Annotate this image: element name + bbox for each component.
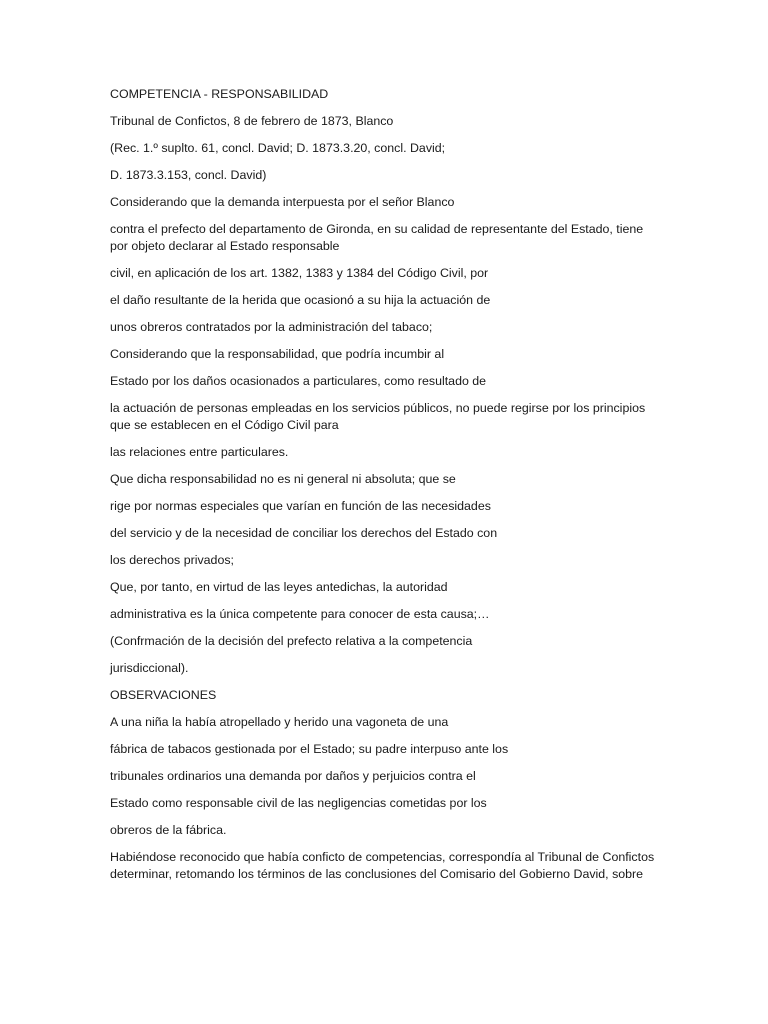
paragraph: (Confrmación de la decisión del prefecto relativa a la competencia <box>110 634 473 648</box>
paragraph: unos obreros contratados por la administración del tabaco; <box>110 320 433 334</box>
paragraph: obreros de la fábrica. <box>110 823 227 837</box>
reference-line: D. 1873.3.153, concl. David) <box>110 168 267 182</box>
paragraph: Considerando que la responsabilidad, que podría incumbir al <box>110 347 445 361</box>
paragraph: jurisdiccional). <box>110 661 189 675</box>
paragraph: Que, por tanto, en virtud de las leyes antedichas, la autoridad <box>110 580 448 594</box>
paragraph: los derechos privados; <box>110 553 234 567</box>
paragraph: Que dicha responsabilidad no es ni general ni absoluta; que se <box>110 472 456 486</box>
paragraph: las relaciones entre particulares. <box>110 445 289 459</box>
document-heading: COMPETENCIA - RESPONSABILIDAD <box>110 87 329 101</box>
section-heading: OBSERVACIONES <box>110 688 217 702</box>
document-body <box>110 86 658 893</box>
paragraph: A una niña la había atropellado y herido una vagoneta de una <box>110 715 449 729</box>
paragraph: Estado como responsable civil de las negligencias cometidas por los <box>110 796 487 810</box>
paragraph: contra el prefecto del departamento de Gironda, en su calidad de representante del Estado, tiene por objeto declarar al Estado responsable <box>110 222 644 253</box>
paragraph: el daño resultante de la herida que ocasionó a su hija la actuación de <box>110 293 491 307</box>
case-citation: Tribunal de Confictos, 8 de febrero de 1873, Blanco <box>110 114 394 128</box>
paragraph: Habiéndose reconocido que había conficto de competencias, correspondía al Tribunal de Confictos determinar, retomando los términos de las conclusiones del Comisario del Gobierno David, sobre <box>110 850 655 881</box>
paragraph: fábrica de tabacos gestionada por el Estado; su padre interpuso ante los <box>110 742 509 756</box>
reference-line: (Rec. 1.º suplto. 61, concl. David; D. 1873.3.20, concl. David; <box>110 141 446 155</box>
paragraph: Estado por los daños ocasionados a particulares, como resultado de <box>110 374 487 388</box>
paragraph: Considerando que la demanda interpuesta por el señor Blanco <box>110 195 455 209</box>
paragraph: administrativa es la única competente para conocer de esta causa;… <box>110 607 490 621</box>
paragraph: tribunales ordinarios una demanda por daños y perjuicios contra el <box>110 769 476 783</box>
paragraph: civil, en aplicación de los art. 1382, 1383 y 1384 del Código Civil, por <box>110 266 489 280</box>
paragraph: del servicio y de la necesidad de conciliar los derechos del Estado con <box>110 526 498 540</box>
paragraph: la actuación de personas empleadas en los servicios públicos, no puede regirse por los principios que se establecen en el Código Civil para <box>110 401 646 432</box>
paragraph: rige por normas especiales que varían en función de las necesidades <box>110 499 491 513</box>
